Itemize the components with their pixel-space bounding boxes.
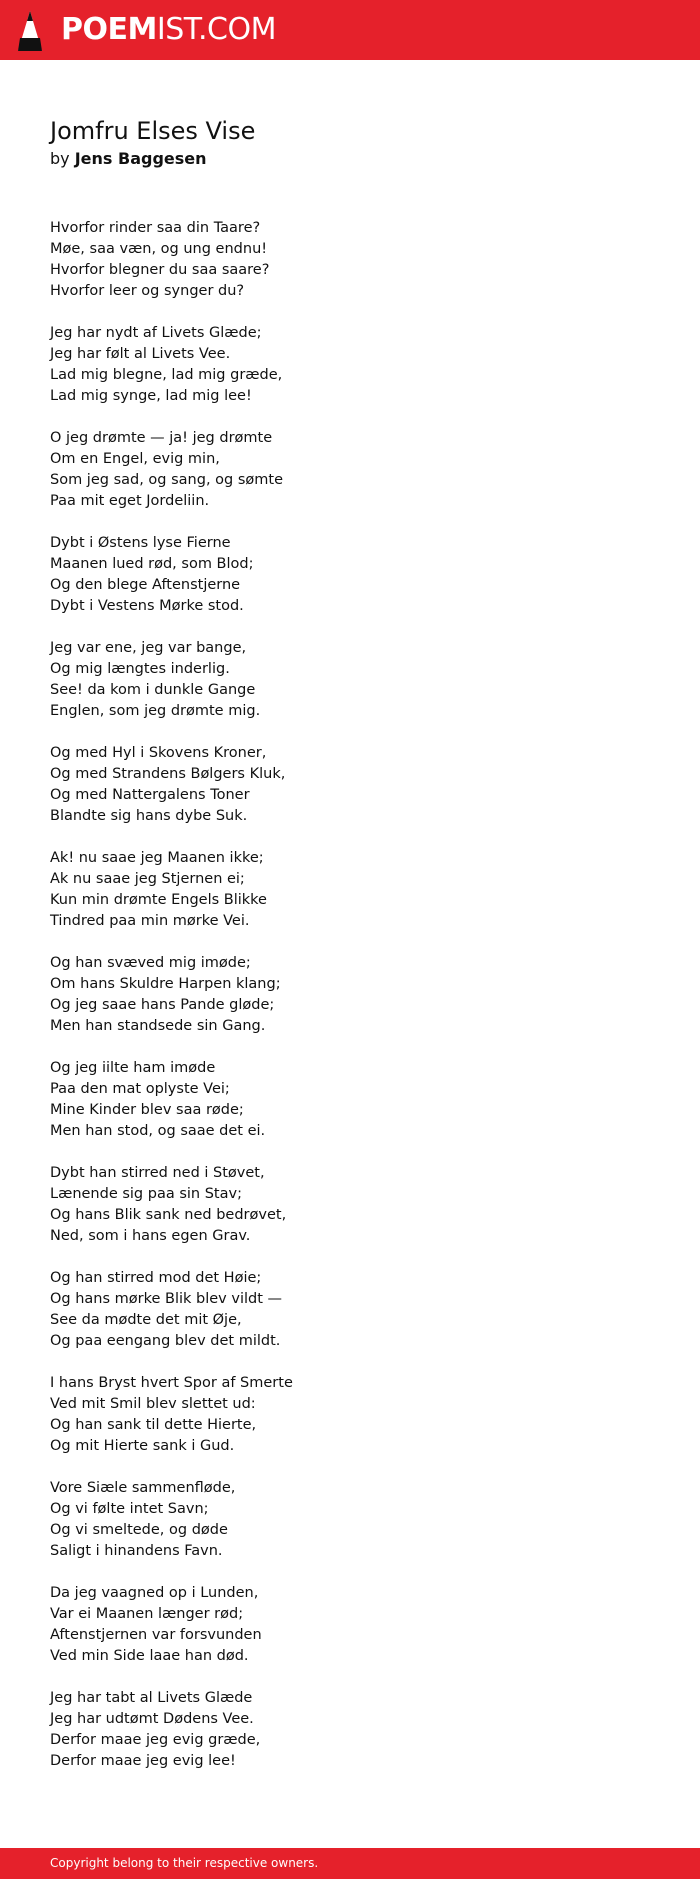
stanza [50, 1583, 650, 1667]
stanza [50, 428, 650, 512]
pencil-tip-icon[interactable] [18, 11, 42, 51]
poem-line: Som jeg sad, og sang, og sømte [50, 472, 284, 488]
poem-line: Dybt i Østens lyse Fierne [50, 535, 231, 551]
poem-line: Ved min Side laae han død. [50, 1648, 249, 1664]
logo-bold-text: POEM [61, 12, 157, 47]
poem-line: Møe, saa væn, og ung endnu! [50, 241, 268, 257]
poem-line: Paa mit eget Jordeliin. [50, 493, 210, 509]
poem-line: Ak nu saae jeg Stjernen ei; [50, 871, 245, 887]
poem-line: Og han stirred mod det Høie; [50, 1270, 262, 1286]
poem-line: Og hans mørke Blik blev vildt — [50, 1291, 283, 1307]
poem-line: Englen, som jeg drømte mig. [50, 703, 261, 719]
poem-line: Hvorfor blegner du saa saare? [50, 262, 270, 278]
author-name[interactable]: Jens Baggesen [74, 149, 207, 168]
poem-line: Men han standsede sin Gang. [50, 1018, 266, 1034]
poem-line: See da mødte det mit Øje, [50, 1312, 242, 1328]
poem-body [50, 218, 650, 1793]
poem-line: Og han sank til dette Hierte, [50, 1417, 257, 1433]
poem-line: Ved mit Smil blev slettet ud: [50, 1396, 256, 1412]
poem-line: Derfor maae jeg evig lee! [50, 1753, 236, 1769]
site-footer [0, 1848, 700, 1879]
copyright-text: Copyright belong to their respective owners. [50, 1856, 319, 1870]
stanza [50, 1373, 650, 1457]
poem-line: Aftenstjernen var forsvunden [50, 1627, 262, 1643]
poem-line: Jeg har nydt af Livets Glæde; [50, 325, 262, 341]
stanza [50, 323, 650, 407]
poem-line: Lad mig synge, lad mig lee! [50, 388, 252, 404]
poem-line: Dybt i Vestens Mørke stod. [50, 598, 244, 614]
stanza [50, 218, 650, 302]
poem-line: Og med Strandens Bølgers Kluk, [50, 766, 286, 782]
poem-line: Og mig længtes inderlig. [50, 661, 230, 677]
stanza [50, 848, 650, 932]
poem-line: Jeg var ene, jeg var bange, [50, 640, 247, 656]
poem-line: Om en Engel, evig min, [50, 451, 220, 467]
site-logo[interactable] [61, 11, 276, 49]
poem-line: O jeg drømte — ja! jeg drømte [50, 430, 273, 446]
poem-line: Hvorfor leer og synger du? [50, 283, 245, 299]
stanza [50, 743, 650, 827]
stanza [50, 533, 650, 617]
poem-line: Kun min drømte Engels Blikke [50, 892, 267, 908]
poem-line: Og jeg saae hans Pande gløde; [50, 997, 275, 1013]
by-label: by [50, 149, 70, 168]
poem-line: Og jeg iilte ham imøde [50, 1060, 216, 1076]
stanza [50, 1268, 650, 1352]
poem-line: Og med Nattergalens Toner [50, 787, 250, 803]
poem-line: Paa den mat oplyste Vei; [50, 1081, 230, 1097]
poem-title: Jomfru Elses Vise [50, 117, 256, 145]
poem-line: Blandte sig hans dybe Suk. [50, 808, 248, 824]
poem-line: Lænende sig paa sin Stav; [50, 1186, 242, 1202]
poem-line: Og med Hyl i Skovens Kroner, [50, 745, 267, 761]
byline [50, 148, 207, 170]
poem-line: I hans Bryst hvert Spor af Smerte [50, 1375, 293, 1391]
poem-line: Og hans Blik sank ned bedrøvet, [50, 1207, 287, 1223]
poem-line: Ned, som i hans egen Grav. [50, 1228, 251, 1244]
poem-line: Derfor maae jeg evig græde, [50, 1732, 261, 1748]
poem-line: Og han svæved mig imøde; [50, 955, 251, 971]
poem-line: Dybt han stirred ned i Støvet, [50, 1165, 265, 1181]
poem-line: Tindred paa min mørke Vei. [50, 913, 250, 929]
poem-line: Og paa eengang blev det mildt. [50, 1333, 281, 1349]
poem-line: Vore Siæle sammenfløde, [50, 1480, 236, 1496]
stanza [50, 953, 650, 1037]
stanza [50, 1058, 650, 1142]
poem-line: Og mit Hierte sank i Gud. [50, 1438, 235, 1454]
poem-line: See! da kom i dunkle Gange [50, 682, 256, 698]
poem-line: Var ei Maanen længer rød; [50, 1606, 244, 1622]
poem-line: Og vi følte intet Savn; [50, 1501, 209, 1517]
poem-line: Jeg har følt al Livets Vee. [50, 346, 231, 362]
poem-line: Mine Kinder blev saa røde; [50, 1102, 244, 1118]
poem-line: Jeg har tabt al Livets Glæde [50, 1690, 253, 1706]
poem-line: Da jeg vaagned op i Lunden, [50, 1585, 259, 1601]
site-header [0, 0, 700, 60]
poem-line: Maanen lued rød, som Blod; [50, 556, 254, 572]
poem-line: Men han stod, og saae det ei. [50, 1123, 266, 1139]
poem-line: Jeg har udtømt Dødens Vee. [50, 1711, 254, 1727]
stanza [50, 1163, 650, 1247]
stanza [50, 638, 650, 722]
poem-line: Om hans Skuldre Harpen klang; [50, 976, 281, 992]
stanza [50, 1688, 650, 1772]
poem-line: Saligt i hinandens Favn. [50, 1543, 223, 1559]
poem-line: Og vi smeltede, og døde [50, 1522, 228, 1538]
poem-line: Hvorfor rinder saa din Taare? [50, 220, 261, 236]
poem-line: Lad mig blegne, lad mig græde, [50, 367, 283, 383]
stanza [50, 1478, 650, 1562]
poem-line: Og den blege Aftenstjerne [50, 577, 241, 593]
logo-light-text: IST.COM [156, 12, 276, 47]
poem-line: Ak! nu saae jeg Maanen ikke; [50, 850, 264, 866]
